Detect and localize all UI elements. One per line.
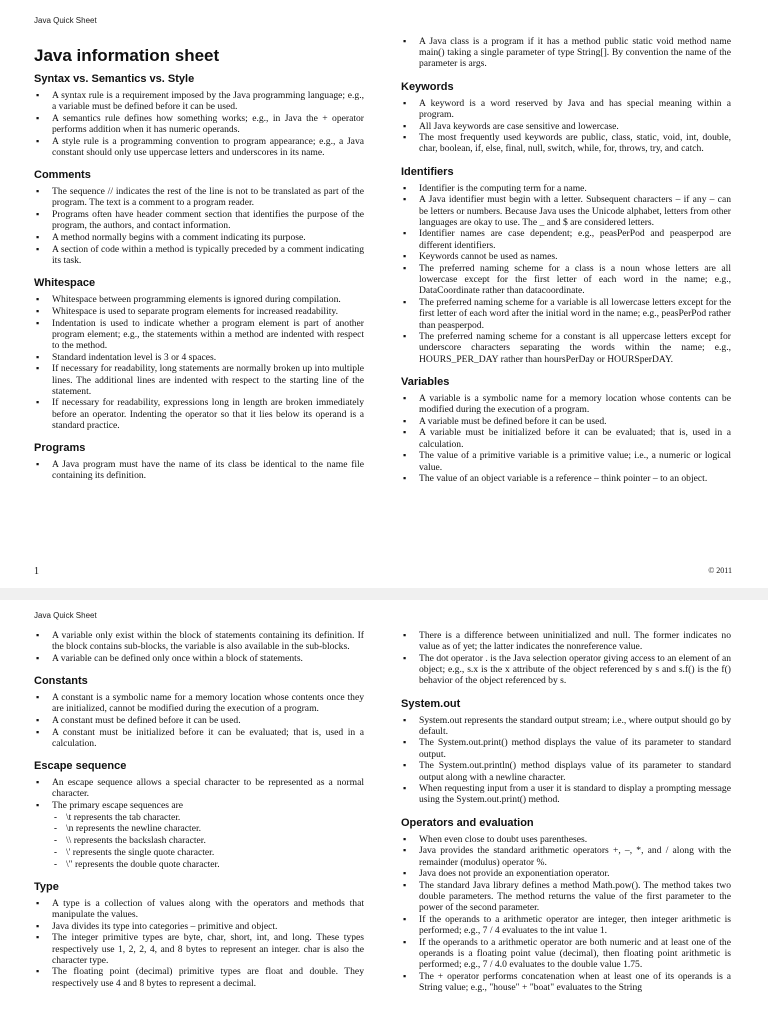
section-heading: Whitespace: [34, 277, 96, 290]
section-heading: Programs: [34, 442, 86, 455]
list-item: ▪ Whitespace between programming elements is ignored during compilation.: [52, 294, 364, 305]
list-item: ▪ A syntax rule is a requirement imposed by the Java programming language; e.g., a variable must be defined before it can be used.: [52, 90, 364, 112]
list-item: ▪ A method normally begins with a comment indicating its purpose.: [52, 232, 364, 243]
list-item: ▪ The most frequently used keywords are public, class, static, void, int, double, char, boolean, if, else, final, null, switch, while, for, throws, try, and catch.: [419, 132, 731, 154]
section-heading: Type: [34, 880, 59, 893]
list-item: ▪ A section of code within a method is typically preceded by a comment indicating its task.: [52, 244, 364, 266]
page2-left-column: [34, 630, 364, 989]
list-item: ▪ A constant must be initialized before it can be evaluated; that is, used in a calculation.: [52, 727, 364, 749]
list-item: ▪ Whitespace is used to separate program elements for increased readability.: [52, 306, 364, 317]
list-item: ▪ A variable must be initialized before it can be evaluated; that is, used in a calculation.: [419, 427, 731, 449]
page-gap: [0, 588, 768, 600]
list-item: ▪ A Java identifier must begin with a letter. Subsequent characters – if any – can be letters or numbers. Because Java uses the Unicode alphabet, letters from other languages are okay to use. The _ and $ are considered letters.: [419, 194, 731, 228]
list-item: ▪ The sequence // indicates the rest of the line is not to be translated as part of the program. The text is a comment to a program reader.: [52, 186, 364, 208]
list-item: ▪ A type is a collection of values along with the operators and methods that manipulate the values.: [52, 898, 364, 920]
list-item: ▪ The floating point (decimal) primitive types are float and double. They respectively use 4 and 8 bytes to represent a decimal.: [52, 966, 364, 988]
bullet-list: [34, 898, 364, 989]
list-item: ▪ Programs often have header comment section that identifies the purpose of the program, the authors, and contact information.: [52, 209, 364, 231]
sub-list: [52, 812, 364, 870]
list-item: ▪ A variable can be defined only once within a block of statements.: [52, 653, 364, 664]
page-number: 1: [34, 566, 39, 577]
bullet-list: [34, 459, 364, 481]
list-item: ▪ The dot operator . is the Java selection operator giving access to an element of an object; e.g., s.x is the x attribute of the object referenced by s and s.f() is the f() behavior of the object referenced by s.: [419, 653, 731, 687]
list-item: ▪ The + operator performs concatenation when at least one of its operands is a String value; e.g., "house" + "boat" evaluates to the String: [419, 971, 731, 993]
document-page-2: [0, 600, 768, 1024]
section-heading: Operators and evaluation: [401, 816, 534, 829]
bullet-list: [34, 692, 364, 749]
list-item: ▪ Identifier names are case dependent; e.g., peasPerPod and peasperpod are different identifiers.: [419, 228, 731, 250]
list-item: ▪ An escape sequence allows a special character to be represented as a normal character.: [52, 777, 364, 799]
list-item: ▪ The preferred naming scheme for a class is a noun whose letters are all lowercase except for the first letter of each word in the name; e.g., DataCoordinate rather than datacoordinate.: [419, 263, 731, 297]
list-item: ▪ A constant is a symbolic name for a memory location whose contents once they are initialized, cannot be modified during the execution of a program.: [52, 692, 364, 714]
list-item: ▪ The preferred naming scheme for a variable is all lowercase letters except for the first letter of each word after the initial word in the name; e.g., peasPerPod rather than peasperpod.: [419, 297, 731, 331]
list-item: ▪ System.out represents the standard output stream; i.e., where output should go by default.: [419, 715, 731, 737]
list-item: ▪ The System.out.println() method displays value of its parameter to standard output along with a newline character.: [419, 760, 731, 782]
list-item: ▪ Java does not provide an exponentiation operator.: [419, 868, 731, 879]
section-heading: Variables: [401, 375, 450, 388]
list-item: ▪ A variable must be defined before it can be used.: [419, 416, 731, 427]
list-item: ▪ A style rule is a programming convention to program appearance; e.g., a Java constant should only use uppercase letters and underscores in its name.: [52, 136, 364, 158]
running-header: Java Quick Sheet: [34, 611, 97, 620]
page1-right-column: [401, 36, 731, 485]
section-heading: Identifiers: [401, 165, 454, 178]
sub-list-item: - \t represents the tab character.: [66, 812, 364, 823]
list-item: ▪ The System.out.print() method displays the value of its parameter to standard output.: [419, 737, 731, 759]
list-item: ▪ Keywords cannot be used as names.: [419, 251, 731, 262]
page1-left-column: [34, 46, 364, 482]
bullet-list: [34, 90, 364, 158]
bullet-list: [34, 777, 364, 811]
page2-right-column: [401, 630, 731, 994]
list-item: ▪ There is a difference between uninitialized and null. The former indicates no value as of yet; the latter indicates the nonreference value.: [419, 630, 731, 652]
list-item: ▪ Java provides the standard arithmetic operators +, –, *, and / along with the remainder (modulus) operator %.: [419, 845, 731, 867]
list-item: ▪ Identifier is the computing term for a name.: [419, 183, 731, 194]
sub-list-item: - \' represents the single quote character.: [66, 847, 364, 858]
list-item: ▪ A Java program must have the name of its class be identical to the name file containing its definition.: [52, 459, 364, 481]
bullet-list: [401, 98, 731, 155]
list-item: ▪ Standard indentation level is 3 or 4 spaces.: [52, 352, 364, 363]
list-item: ▪ All Java keywords are case sensitive and lowercase.: [419, 121, 731, 132]
bullet-list: [401, 715, 731, 806]
list-item: ▪ A variable only exist within the block of statements containing its definition. If the block contains sub-blocks, the variable is also available in the sub-blocks.: [52, 630, 364, 652]
list-item: ▪ If the operands to a arithmetic operator are integer, then integer arithmetic is performed; e.g., 7 / 4 evaluates to the int value 1.: [419, 914, 731, 936]
section-heading: Escape sequence: [34, 760, 127, 773]
list-item: ▪ Java divides its type into categories – primitive and object.: [52, 921, 364, 932]
list-item: ▪ The value of a primitive variable is a primitive value; i.e., a numeric or logical value.: [419, 450, 731, 472]
section-heading: Comments: [34, 169, 91, 182]
bullet-list: [34, 630, 364, 664]
list-item: ▪ The preferred naming scheme for a constant is all uppercase letters except for underscore characters separating the words within the name; e.g., HOURS_PER_DAY rather than hoursPerDay or HOURSperDAY.: [419, 331, 731, 365]
list-item: ▪ A keyword is a word reserved by Java and has special meaning within a program.: [419, 98, 731, 120]
list-item: ▪ The value of an object variable is a reference – think pointer – to an object.: [419, 473, 731, 484]
list-item: ▪ A constant must be defined before it can be used.: [52, 715, 364, 726]
copyright: © 2011: [708, 566, 732, 575]
list-item: ▪ A variable is a symbolic name for a memory location whose contents can be modified during the execution of a program.: [419, 393, 731, 415]
sub-list-item: - \\ represents the backslash character.: [66, 835, 364, 846]
list-item: ▪ When even close to doubt uses parentheses.: [419, 834, 731, 845]
list-item: ▪ Indentation is used to indicate whether a program element is part of another program element; e.g., the statements within a method are indented with respect to the method.: [52, 318, 364, 352]
list-item: ▪ If necessary for readability, long statements are normally broken up into multiple lines. The additional lines are indented with respect to the starting line of the statement.: [52, 363, 364, 397]
list-item: ▪ The standard Java library defines a method Math.pow(). The method takes two double parameters. The method returns the value of the first parameter to the power of the second parameter.: [419, 880, 731, 914]
page-title: Java information sheet: [34, 46, 220, 65]
sub-list-item: - \n represents the newline character.: [66, 823, 364, 834]
bullet-list: [401, 36, 731, 70]
section-heading: Syntax vs. Semantics vs. Style: [34, 73, 195, 85]
section-heading: Constants: [34, 675, 88, 688]
list-item: ▪ A semantics rule defines how something works; e.g., in Java the + operator performs addition when it has numeric operands.: [52, 113, 364, 135]
list-item: ▪ If necessary for readability, expressions long in length are broken immediately before an operator. Indenting the operator so that it lies below its operand is a standard practice.: [52, 397, 364, 431]
list-item: ▪ When requesting input from a user it is standard to display a prompting message using the System.out.print() method.: [419, 783, 731, 805]
bullet-list: [401, 393, 731, 485]
bullet-list: [401, 630, 731, 687]
sub-list-item: - \" represents the double quote character.: [66, 859, 364, 870]
list-item: ▪ The primary escape sequences are: [52, 800, 364, 811]
bullet-list: [34, 186, 364, 266]
list-item: ▪ The integer primitive types are byte, char, short, int, and long. These types respectively use 1, 2, 2, 4, and 8 bytes to represent an integer. char is also the character type.: [52, 932, 364, 966]
bullet-list: [401, 183, 731, 365]
list-item: ▪ If the operands to a arithmetic operator are both numeric and at least one of the operands is a floating point value (decimal), then floating point arithmetic is performed; e.g., 7 / 4.0 evaluates to the double value 1.75.: [419, 937, 731, 971]
running-header: Java Quick Sheet: [34, 16, 97, 25]
section-heading: System.out: [401, 697, 461, 710]
bullet-list: [401, 834, 731, 994]
list-item: ▪ A Java class is a program if it has a method public static void method name main() taking a single parameter of type String[]. By convention the name of the parameter is args.: [419, 36, 731, 70]
bullet-list: [34, 294, 364, 431]
section-heading: Keywords: [401, 80, 454, 93]
